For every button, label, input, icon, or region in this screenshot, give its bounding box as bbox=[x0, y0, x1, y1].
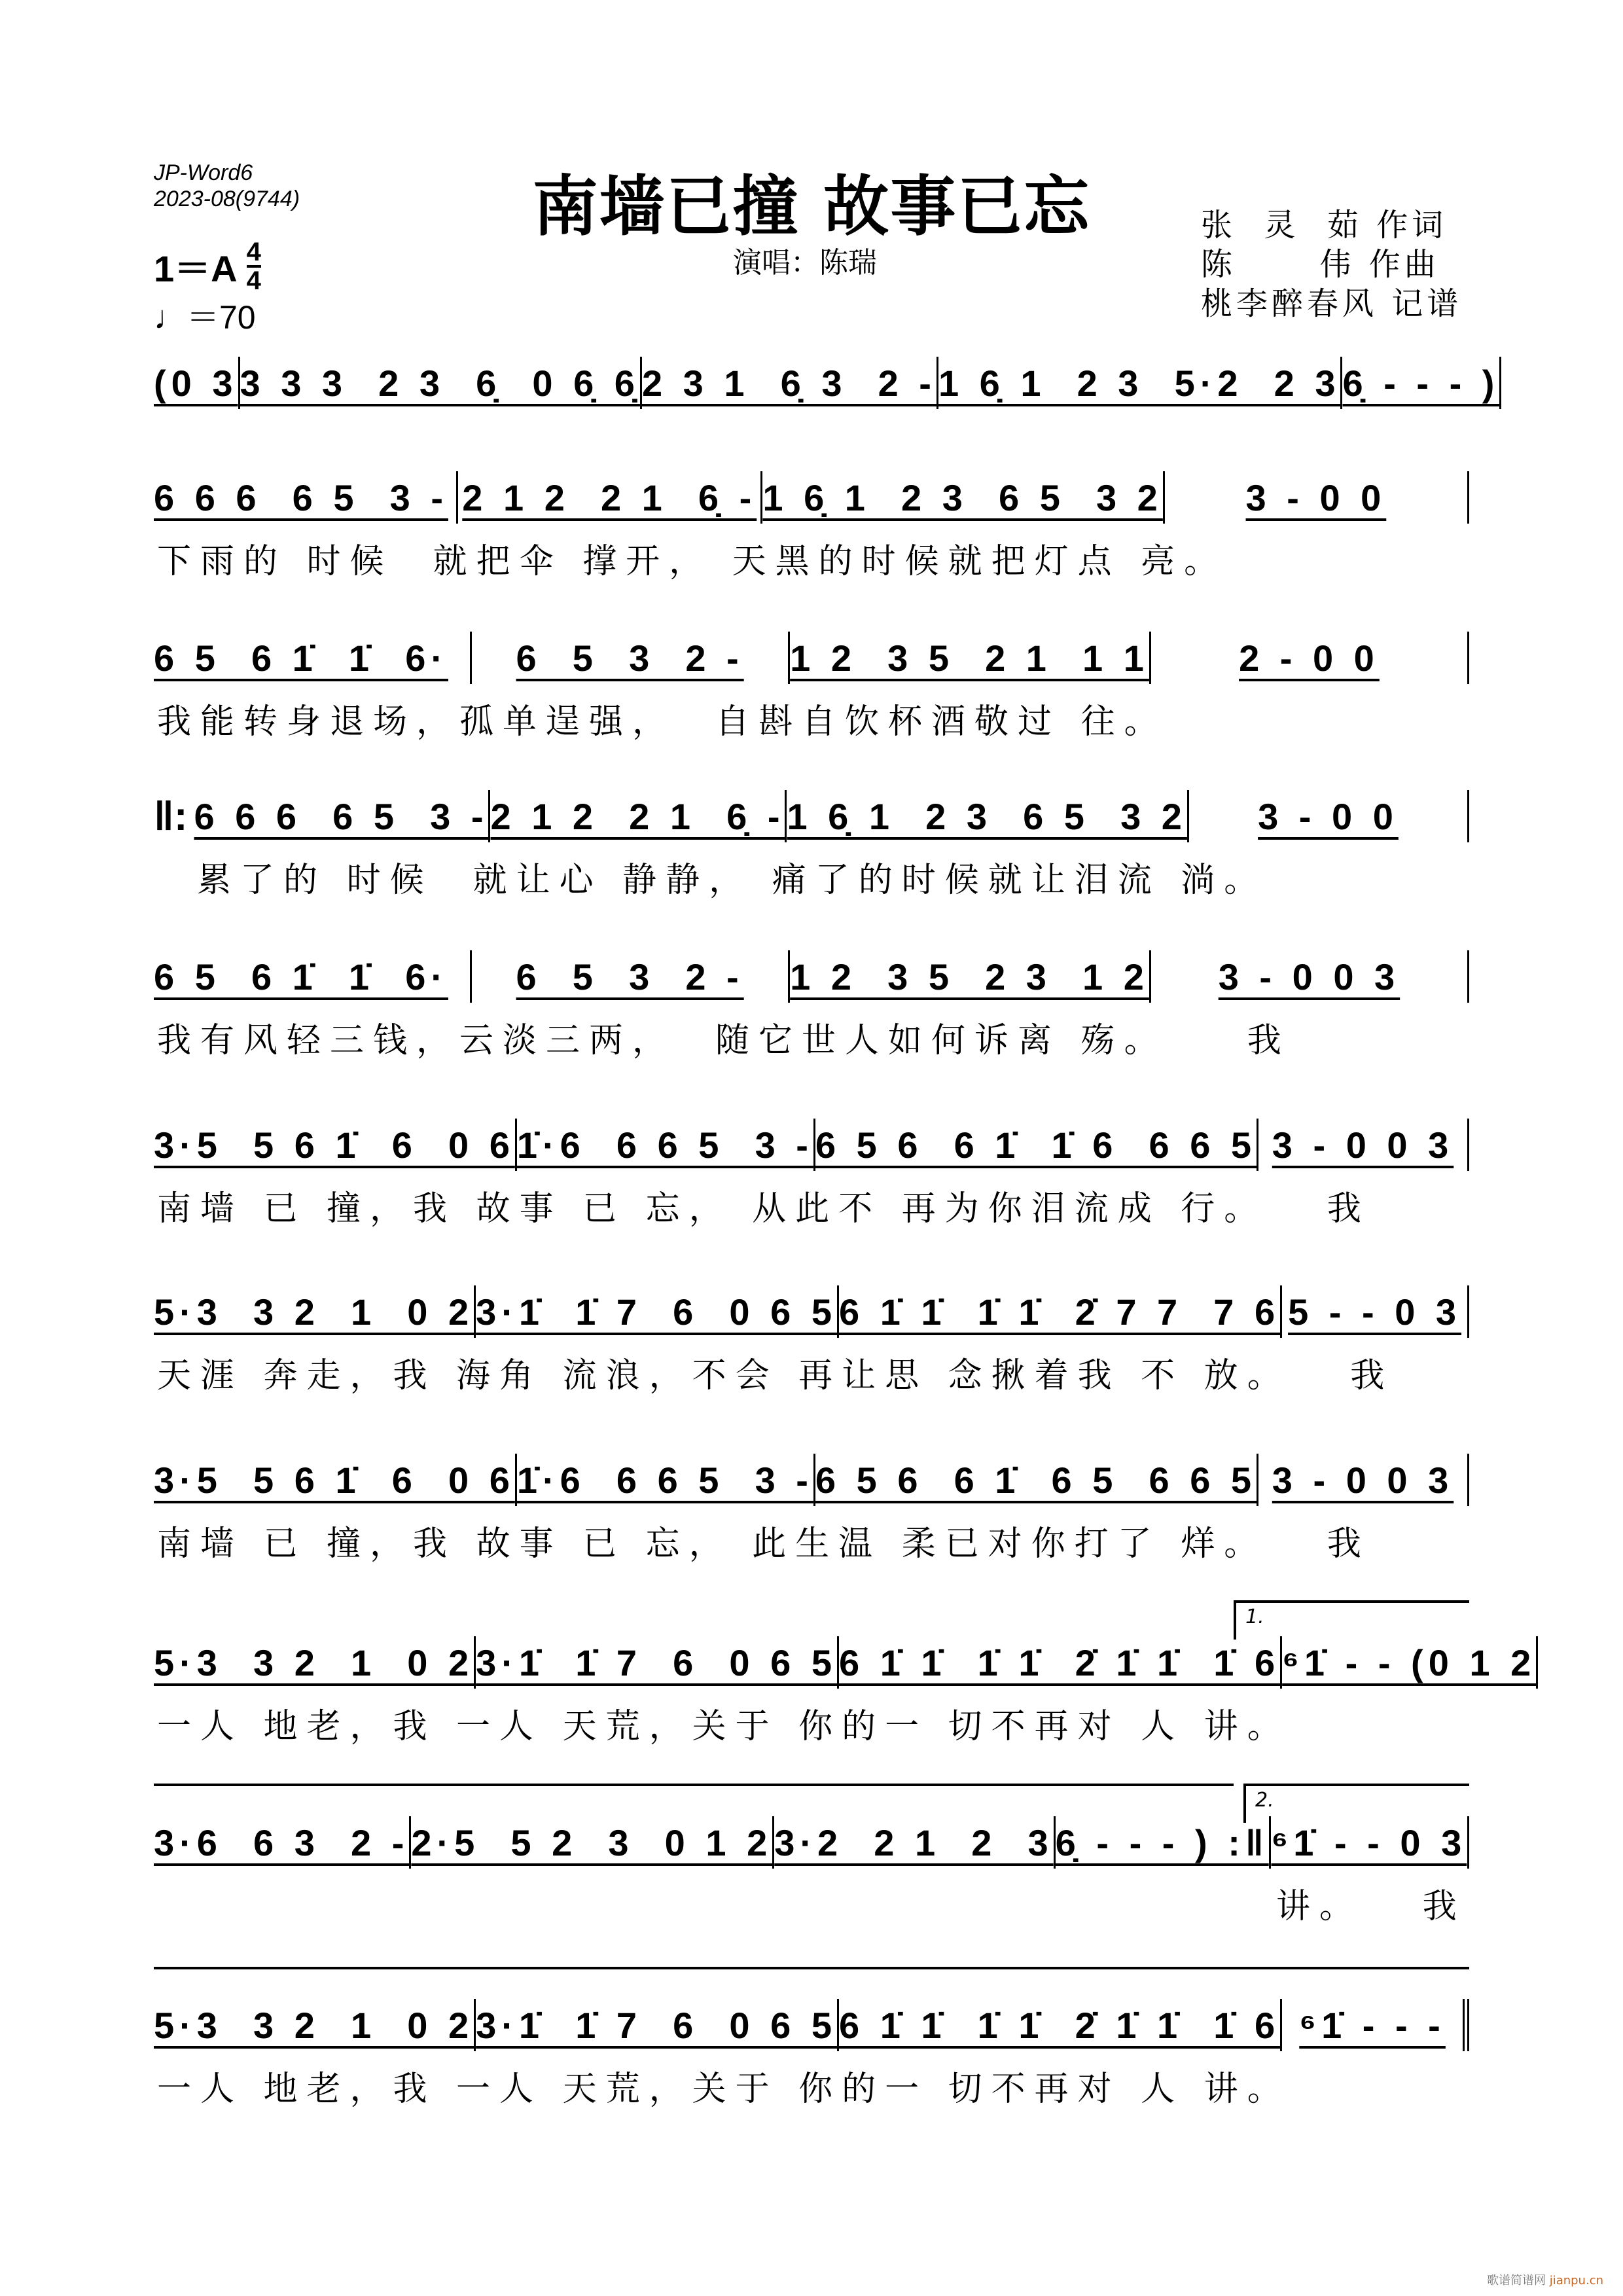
version-label: 2023-08(9744) bbox=[154, 187, 300, 211]
lyric-line: 天涯 奔走，我 海角 流浪，不会 再让思 念揪着我 不 放。 我 bbox=[157, 1356, 1394, 1395]
measure: 3·1̇ 1̇ 7 6 0 6 5 bbox=[476, 1999, 839, 2051]
score-row bbox=[154, 1454, 1469, 1506]
measure: 1 6̣ 1 2 3 6 5 3 2 bbox=[762, 471, 1164, 524]
measure: 1 6̣ 1 2 3 6 5 3 2 bbox=[787, 790, 1188, 842]
volta-bracket bbox=[1243, 1784, 1469, 1823]
measure: 1 2 3 5 2 3 1 2 bbox=[790, 950, 1151, 1003]
transcriber: 桃李醉春风 记谱 bbox=[1201, 285, 1463, 322]
measure: 3·2 2 1 2 3 bbox=[774, 1816, 1055, 1869]
measure: 3 - 0 0 bbox=[1165, 471, 1469, 524]
measure: 3 - 0 0 bbox=[1189, 790, 1469, 842]
measure: 3·5 5 6 1̇ 6 0 6 bbox=[154, 1454, 517, 1506]
measure: 5·3 3 2 1 0 2 bbox=[154, 1999, 476, 2051]
measure: 6 5 3 2 - bbox=[472, 950, 790, 1003]
score-row bbox=[154, 1636, 1537, 1689]
time-top: 4 bbox=[246, 238, 261, 266]
measure: 6 5 6 1̇ 1̇ 6· bbox=[154, 950, 472, 1003]
volta-bracket bbox=[1234, 1600, 1469, 1640]
song-title: 南墙已撞 故事已忘 bbox=[532, 168, 1091, 245]
measure: 6 6 6 6 5 3 - bbox=[194, 790, 491, 842]
singer: 演唱：陈瑞 bbox=[733, 246, 877, 279]
volta-label: 1. bbox=[1245, 1605, 1264, 1628]
score-row bbox=[154, 471, 1469, 524]
lyric-line: 我有风轻三钱，云淡三两， 随它世人如何诉离 殇。 我 bbox=[157, 1021, 1291, 1060]
composer: 陈 伟 作曲 bbox=[1201, 246, 1440, 283]
measure: 6 1̇ 1̇ 1̇ 1̇ 2̇ 1̇ 1̇ 1̇ 6 bbox=[839, 1999, 1282, 2051]
score-row bbox=[154, 632, 1469, 684]
watermark bbox=[1487, 2271, 1603, 2288]
tempo: ♩＝70 bbox=[154, 299, 256, 336]
measure: 5·3 3 2 1 0 2 bbox=[154, 1636, 476, 1689]
measure: 6 5 6 1̇ 1̇ 6· bbox=[154, 632, 472, 684]
measure: 2 1 2 2 1 6̣ - bbox=[490, 790, 787, 842]
measure: 6 1̇ 1̇ 1̇ 1̇ 2̇ 1̇ 1̇ 1̇ 6 bbox=[839, 1636, 1282, 1689]
measure: 3·1̇ 1̇ 7 6 0 6 5 bbox=[476, 1285, 839, 1338]
measure: 1 6̣ 1 2 3 5·2 2 3 bbox=[938, 357, 1343, 409]
measure: 6 5 6 6 1̇ 6 5 6 6 5 bbox=[815, 1454, 1258, 1506]
measure: 3·5 5 6 1̇ 6 0 6 bbox=[154, 1119, 517, 1171]
key: 1＝A bbox=[154, 248, 238, 289]
measure: (0 3 bbox=[154, 357, 240, 409]
measure: 2 - 0 0 bbox=[1151, 632, 1469, 684]
measure: 2·5 5 2 3 0 1 2 bbox=[411, 1816, 774, 1869]
measure: 6 6 6 6 5 3 - bbox=[154, 471, 458, 524]
software-label: JP-Word6 bbox=[154, 160, 253, 185]
measure: 6 5 3 2 - bbox=[472, 632, 790, 684]
lyric-line: 讲。 我 bbox=[1276, 1887, 1466, 1926]
volta-bracket bbox=[154, 1967, 1469, 2006]
lyric-line: 下雨的 时候 就把伞 撑开， 天黑的时候就把灯点 亮。 bbox=[157, 542, 1228, 581]
measure: 3 - 0 0 3 bbox=[1258, 1454, 1469, 1506]
score-row bbox=[154, 1816, 1469, 1869]
measure: 6 5 6 6 1̇ 1̇ 6 6 6 5 bbox=[815, 1119, 1258, 1171]
lyric-line: 我能转身退场，孤单逞强， 自斟自饮杯酒敬过 往。 bbox=[157, 702, 1168, 742]
key-signature bbox=[154, 239, 261, 294]
measure: 6 1̇ 1̇ 1̇ 1̇ 2̇ 7 7 7 6 bbox=[839, 1285, 1282, 1338]
measure: ⁶1̇ - - - bbox=[1282, 1999, 1469, 2051]
measure: 3 - 0 0 3 bbox=[1151, 950, 1469, 1003]
score-row bbox=[154, 950, 1469, 1003]
measure: ⁶1̇ - - (0 1 2 bbox=[1282, 1636, 1538, 1689]
score-row bbox=[154, 1285, 1469, 1338]
measure: 3 - 0 0 3 bbox=[1258, 1119, 1469, 1171]
measure: 3·6 6 3 2 - bbox=[154, 1816, 411, 1869]
watermark-en: jianpu.cn bbox=[1549, 2274, 1603, 2287]
measure: 6̣ - - - ) :‖ bbox=[1056, 1816, 1271, 1869]
watermark-cn: 歌谱简谱网 bbox=[1486, 2274, 1546, 2287]
lyric-line: 一人 地老，我 一人 天荒，关于 你的一 切不再对 人 讲。 bbox=[157, 2070, 1291, 2109]
lyric-line: 南墙 已 撞，我 故事 已 忘， 从此不 再为你泪流成 行。 我 bbox=[157, 1189, 1370, 1229]
measure: 3·1̇ 1̇ 7 6 0 6 5 bbox=[476, 1636, 839, 1689]
measure: 2 3 1 6̣ 3 2 - bbox=[642, 357, 938, 409]
score-row bbox=[154, 1999, 1469, 2051]
volta-label: 2. bbox=[1255, 1789, 1274, 1812]
time-signature bbox=[247, 239, 261, 294]
lyric-line: 累了的 时候 就让心 静静， 痛了的时候就让泪流 淌。 bbox=[157, 861, 1268, 900]
lyric-line: 南墙 已 撞，我 故事 已 忘， 此生温 柔已对你打了 烊。 我 bbox=[157, 1524, 1370, 1564]
measure: 5 - - 0 3 bbox=[1282, 1285, 1469, 1338]
measure: 1̇·6 6 6 5 3 - bbox=[517, 1454, 815, 1506]
score-row bbox=[154, 1119, 1469, 1171]
measure: 5·3 3 2 1 0 2 bbox=[154, 1285, 476, 1338]
measure: 3 3 3 2 3 6̣ 0 6̣ 6̣ bbox=[240, 357, 642, 409]
lyric-line: 一人 地老，我 一人 天荒，关于 你的一 切不再对 人 讲。 bbox=[157, 1707, 1291, 1746]
score-row bbox=[154, 790, 1469, 842]
measure: 1̇·6 6 6 5 3 - bbox=[517, 1119, 815, 1171]
measure: 1 2 3 5 2 1 1 1 bbox=[790, 632, 1151, 684]
measure: 2 1 2 2 1 6̣ - bbox=[458, 471, 762, 524]
lyricist: 张 灵 茹 作词 bbox=[1201, 207, 1448, 243]
score-row bbox=[154, 357, 1500, 409]
volta-bracket bbox=[154, 1784, 1234, 1823]
measure: ⁶1̇ - - 0 3 bbox=[1271, 1816, 1469, 1869]
time-bottom: 4 bbox=[246, 266, 261, 295]
repeat-start: ‖: bbox=[154, 793, 188, 839]
measure: 6̣ - - - ) bbox=[1342, 357, 1501, 409]
